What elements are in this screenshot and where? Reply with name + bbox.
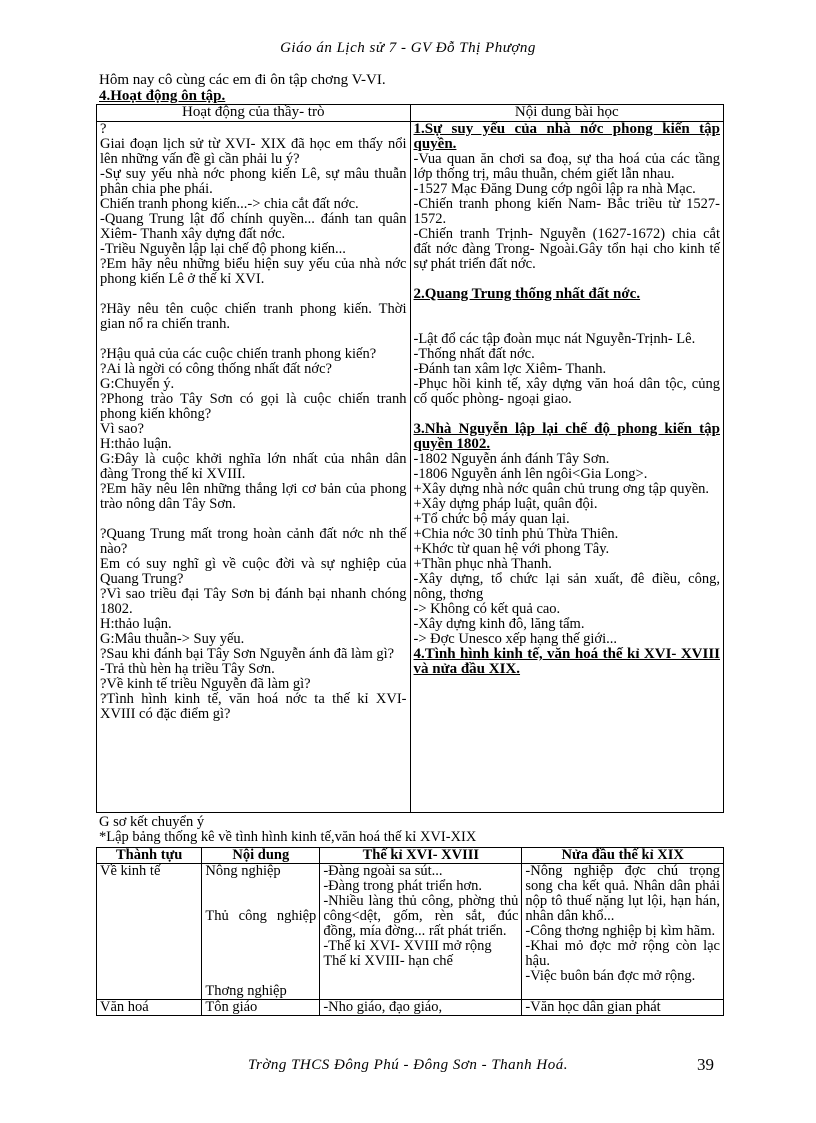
left-line: Giai đoạn lịch sử từ XVI- XIX đã học em thấy nổi lên những vấn đề gì cần phải lu ý? [100,136,407,167]
content-agriculture: Nông nghiệp [205,863,281,879]
section-3-body [414,452,721,647]
left-line [100,287,407,302]
content-line: +Thần phục nhà Thanh. [413,556,552,572]
row-culture-label: Văn hoá [97,1000,202,1016]
col-teacher-student: Hoạt động của thầy- trò [97,105,411,122]
content-line: +Chia nớc 30 tỉnh phủ Thừa Thiên. [413,526,619,542]
left-line: ?Quang Trung mất trong hoàn cảnh đất nớc nh thế nào? [100,526,407,557]
left-line: ? [100,121,107,137]
left-line: H:thảo luận. [100,436,172,452]
row-culture-19: -Văn học dân gian phát [522,1000,724,1016]
header-16-18-century: Thế kỉ XVI- XVIII [320,848,522,864]
content-line: -> Đợc Unesco xếp hạng thế giới... [413,631,618,647]
cell-line: -Nhiều làng thủ công, phờng thủ công<dệt, gốm, rèn sắt, đúc đồng, mía đờng... rất phát triển. [323,893,519,939]
row-economy-19 [522,864,724,1000]
left-line: -Trả thù hèn hạ triều Tây Sơn. [100,661,275,677]
content-line: +Khớc từ quan hệ với phong Tây. [413,541,610,557]
left-line: G:Mâu thuẫn-> Suy yếu. [100,631,245,647]
left-line: ?Tình hình kinh tế, văn hoá nớc ta thế kỉ XVI- XVIII có đặc điểm gì? [100,691,407,722]
left-line [100,332,407,347]
content-commerce: Thơng nghiệp [205,983,287,999]
cell-line: -Nông nghiệp đợc chú trọng song cha kết quả. Nhân dân phải nộp tô thuế nặng lụt lội, hạn hán, nhân dân khổ... [525,863,720,924]
row-economy-16-18 [320,864,522,1000]
left-line: Em có suy nghĩ gì về cuộc đời và sự nghiệp của Quang Trung? [100,556,407,587]
content-line: +Xây dựng pháp luật, quân đội. [413,496,598,512]
page-number: 39 [697,1055,714,1074]
left-line: -Triều Nguyễn lập lại chế độ phong kiến... [100,241,346,257]
section-2-body [414,332,721,407]
cell-line: -Đàng trong phát triển hơn. [323,878,482,894]
left-line: ?Em hãy nêu lên những thắng lợi cơ bản của phong trào nông dân Tây Sơn. [100,481,407,512]
row-culture-content: Tôn giáo [202,1000,320,1016]
content-line: -Chiến tranh phong kiến Nam- Bắc triều từ 1527-1572. [413,196,720,227]
section-2-title: 2.Quang Trung thống nhất đất nớc. [413,286,641,302]
left-line: ?Phong trào Tây Sơn có gọi là cuộc chiến tranh phong kiến không? [100,391,407,422]
statistics-table [96,847,724,1016]
left-line: Chiến tranh phong kiến...-> chia cắt đất nớc. [100,196,359,212]
content-line: -Đánh tan xâm lợc Xiêm- Thanh. [413,361,607,377]
left-line: ?Sau khi đánh bại Tây Sơn Nguyễn ánh đã làm gì? [100,646,395,662]
left-line: ?Vì sao triều đại Tây Sơn bị đánh bại nhanh chóng 1802. [100,586,407,617]
row-economy-content [202,864,320,1000]
section-3-title: 3.Nhà Nguyễn lập lại chế độ phong kiến tập quyền 1802. [413,421,720,452]
lesson-table [96,104,724,813]
left-line: ?Về kinh tế triều Nguyễn đã làm gì? [100,676,311,692]
left-line: ?Hậu quả của các cuộc chiến tranh phong kiến? [100,346,377,362]
content-line: -1527 Mạc Đăng Dung cớp ngôi lập ra nhà Mạc. [413,181,696,197]
summary-task: *Lập bảng thống kê về tình hình kinh tế,văn hoá thế kỉ XVI-XIX [99,829,477,845]
content-line: -Lật đổ các tập đoàn mục nát Nguyễn-Trịnh- Lê. [413,331,696,347]
left-line: G:Chuyển ý. [100,376,175,392]
left-line: ?Hãy nêu tên cuộc chiến tranh phong kiến. Thời gian nổ ra chiến tranh. [100,301,407,332]
page-header: Giáo án Lịch sử 7 - GV Đỗ Thị Phượng [280,40,536,56]
content-line: -1806 Nguyễn ánh lên ngôi<Gia Long>. [413,466,648,482]
content-line: -Xây dựng kinh đô, lăng tẩm. [413,616,585,632]
content-line: -Xây dựng, tổ chức lại sản xuất, đê điều, công, nông, thơng [413,571,720,602]
left-line: -Quang Trung lật đổ chính quyền... đánh tan quân Xiêm- Thanh xây dựng đất nớc. [100,211,407,242]
left-line [100,512,407,527]
table-row [97,1000,724,1016]
section-4-title: 4.Tình hình kinh tế, văn hoá thế kỉ XVI- XVIII và nửa đầu XIX. [413,646,720,677]
right-column-cell [410,122,724,813]
content-line: +Tổ chức bộ máy quan lại. [413,511,570,527]
left-line: ?Em hãy nêu những biểu hiện suy yếu của nhà nớc phong kiến Lê ở thế kỉ XVI. [100,256,407,287]
col-lesson-content: Nội dung bài học [410,105,724,122]
page-footer: Trờng THCS Đông Phú - Đông Sơn - Thanh Hoá. [247,1057,569,1073]
cell-line: -Việc buôn bán đợc mở rộng. [525,968,696,984]
table-row [97,864,724,1000]
summary-block [99,815,476,845]
content-line: -Chiến tranh Trịnh- Nguyễn (1627-1672) chia cắt đất nớc đàng Trong- Ngoài.Gây tổn hại cho kinh tế sự phát triển đất nớc. [413,226,720,272]
intro-text: Hôm nay cô cùng các em đi ôn tập chơng V-VI. [99,72,386,88]
left-line: H:thảo luận. [100,616,172,632]
content-line: -Thống nhất đất nớc. [413,346,535,362]
content-line: -Vua quan ăn chơi sa đoạ, sự tha hoá của các tầng lớp thống trị, mâu thuẫn, chém giết lẫn nhau. [413,151,720,182]
left-line: ?Ai là ngời có công thống nhất đất nớc? [100,361,332,377]
left-line: Vì sao? [100,421,144,437]
left-line: G:Đây là cuộc khởi nghĩa lớn nhất của nhân dân đàng Trong thế kỉ XVIII. [100,451,407,482]
left-line: -Sự suy yếu nhà nớc phong kiến Lê, sự mâu thuẫn phân chia phe phái. [100,166,407,197]
content-line: +Xây dựng nhà nớc quân chủ trung ơng tập quyền. [413,481,710,497]
cell-line: -Đàng ngoài sa sút... [323,863,443,879]
header-achievement: Thành tựu [97,848,202,864]
activity-heading: 4.Hoạt động ôn tập. [99,88,226,104]
cell-line: -Khai mỏ đợc mở rộng còn lạc hậu. [525,938,720,969]
content-line: -1802 Nguyễn ánh đánh Tây Sơn. [413,451,610,467]
summary-transition: G sơ kết chuyển ý [99,814,205,830]
row-culture-16-18: -Nho giáo, đạo giáo, [320,1000,522,1016]
section-1-title: 1.Sự suy yếu của nhà nớc phong kiến tập quyền. [413,121,720,152]
header-content: Nội dung [202,848,320,864]
cell-line: -Công thơng nghiệp bị kìm hãm. [525,923,716,939]
left-column-cell [97,122,411,813]
header-early-19-century: Nửa đầu thế kỉ XIX [522,848,724,864]
section-1-body [414,152,721,272]
content-line: -Phục hồi kinh tế, xây dựng văn hoá dân tộc, củng cố quốc phòng- ngoại giao. [413,376,720,407]
cell-line: Thế kỉ XVIII- hạn chế [323,953,453,969]
content-handicraft: Thủ công nghiệp [205,908,317,924]
row-economy-label: Về kinh tế [97,864,202,1000]
content-line: -> Không có kết quả cao. [413,601,561,617]
cell-line: -Thế kỉ XVI- XVIII mở rộng [323,938,492,954]
